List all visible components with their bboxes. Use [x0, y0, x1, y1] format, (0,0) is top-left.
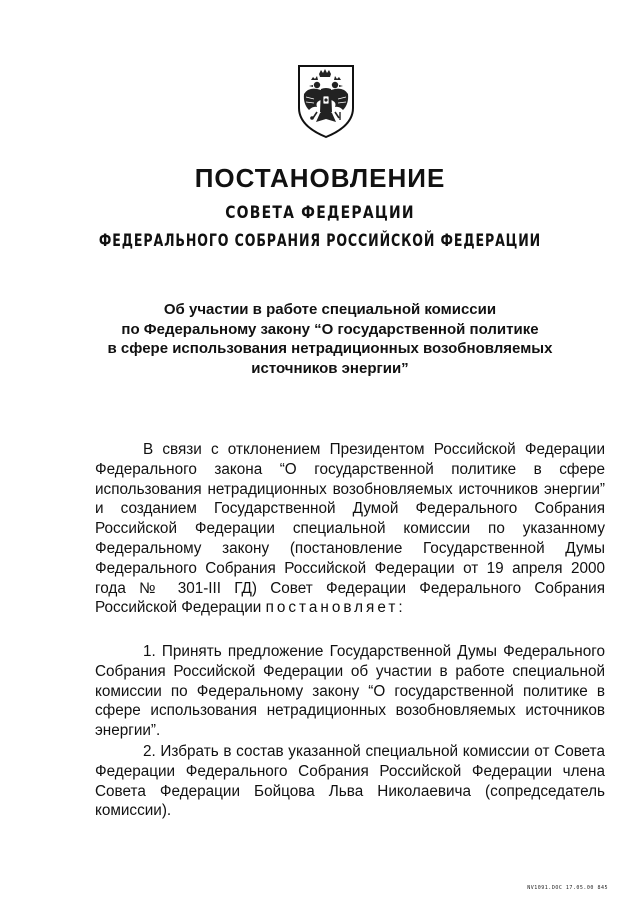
footer-file-code: NV1091.DOC 17.05.00 845	[527, 885, 608, 891]
preamble-text: В связи с отклонением Президентом Российской Федерации Федерального закона “О государственной политике в сфере использования нетрадиционных возобновляемых источников энергии” и созданием Государственной Думой Федерального Собрания Российской Федерации специальной комиссии по указанному Федеральному закону (постановление Государственной Думы Федерального Собрания Российской Федерации от 19 апреля 2000 года № 301-III ГД) Совет Федерации Федерального Собрания Российской Федерации	[95, 441, 605, 617]
subject-line: по Федеральному закону “О государственной политике	[121, 320, 539, 338]
subject-line: в сфере использования нетрадиционных возобновляемых	[107, 340, 553, 357]
decree-word: постановляет:	[265, 599, 406, 617]
decree-item-2: 2. Избрать в состав указанной специальной комиссии от Совета Федерации Федерального Собрания Российской Федерации члена Совета Федерации Бойцова Льва Николаевича (сопредседатель комиссии).	[95, 743, 605, 820]
subject-line: источников энергии”	[251, 359, 409, 377]
document-subject	[80, 300, 580, 378]
document-title: ПОСТАНОВЛЕНИЕ	[194, 163, 446, 193]
preamble-paragraph	[95, 440, 605, 618]
issuer-line-2: ФЕДЕРАЛЬНОГО СОБРАНИЯ РОССИЙСКОЙ ФЕДЕРАЦИИ	[98, 231, 542, 251]
issuer-line-1: СОВЕТА ФЕДЕРАЦИИ	[225, 203, 415, 223]
decree-item-1: 1. Принять предложение Государственной Думы Федерального Собрания Российской Федерации об участии в работе специальной комиссии по Федеральному закону “О государственной политике в сфере использования нетрадиционных возобновляемых источников энергии”.	[95, 643, 605, 740]
coat-of-arms-icon	[295, 60, 357, 140]
subject-line: Об участии в работе специальной комиссии	[163, 301, 497, 318]
